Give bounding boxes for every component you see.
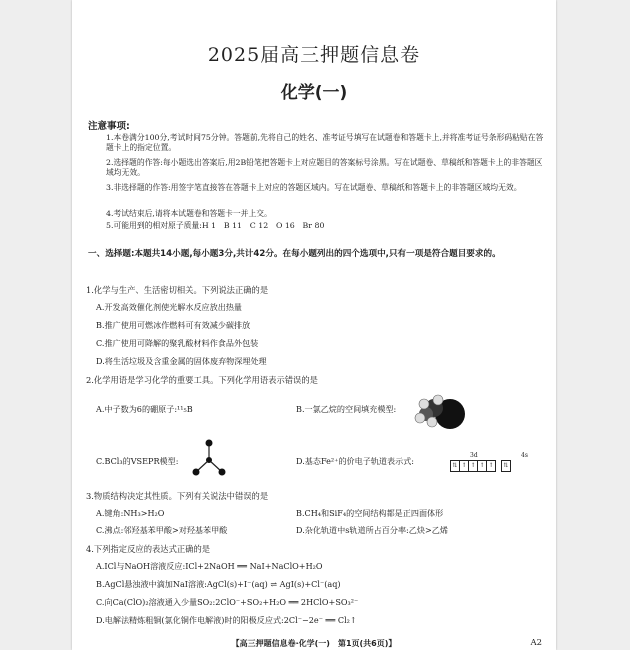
notice-item-5: 5.可能用到的相对原子质量:H 1 B 11 C 12 O 16 Br 80 — [106, 221, 325, 230]
page-id-label: A2 — [530, 638, 542, 648]
orbital-diagram — [450, 452, 540, 474]
question-4-option-a: A.ICl与NaOH溶液反应:ICl+2NaOH ══ NaI+NaClO+H₂O — [96, 561, 323, 571]
question-1-option-a: A.开发高效催化剂使光解水反应放出热量 — [96, 302, 243, 312]
notice-item-3: 3.非选择题的作答:用签字笔直接答在答题卡上对应的答题区域内。写在试题卷、草稿纸和答题卡上的非答题区域均无效。 — [106, 183, 522, 192]
exam-page — [72, 0, 556, 650]
chloroethane-model-figure — [412, 392, 474, 434]
bcl3-vsepr-figure — [192, 438, 226, 478]
orbital-cell-3d: ⇅ — [450, 460, 460, 472]
question-2-option-c: C.BCl₃的VSEPR模型: — [96, 456, 179, 466]
notice-item-2: 2.选择题的作答:每小题选出答案后,用2B铅笔把答题卡上对应题目的答案标号涂黑。写在试题卷、草稿纸和答题卡上的非答题区域均无效。 — [106, 158, 543, 177]
page-subtitle: 化学(一) — [280, 83, 348, 103]
orbital-label-4s: 4s — [521, 452, 528, 459]
question-1-option-c: C.推广使用可降解的聚乳酸材料作食品外包装 — [96, 338, 259, 348]
hydrogen-atom-ball — [415, 413, 425, 423]
orbital-cell-3d: ↑ — [486, 460, 496, 472]
orbital-cell-3d: ↑ — [459, 460, 469, 472]
orbital-label-3d: 3d — [470, 452, 478, 459]
question-1-option-b: B.推广使用可燃冰作燃料可有效减少碳排放 — [96, 320, 251, 330]
question-1-stem: 1.化学与生产、生活密切相关。下列说法正确的是 — [86, 285, 269, 295]
question-2-option-b: B.一氯乙烷的空间填充模型: — [296, 404, 397, 414]
section-heading: 一、选择题:本题共14小题,每小题3分,共计42分。在每小题列出的四个选项中,只有一项是符合题目要求的。 — [88, 249, 501, 259]
page-title: 2025届高三押题信息卷 — [207, 44, 421, 66]
orbital-cell-3d: ↑ — [477, 460, 487, 472]
page-footer — [72, 638, 556, 649]
question-3-stem: 3.物质结构决定其性质。下列有关说法中错误的是 — [86, 491, 269, 501]
hydrogen-atom-ball — [433, 395, 443, 405]
orbital-cell-4s: ⇅ — [501, 460, 511, 472]
question-4-stem: 4.下列指定反应的表达式正确的是 — [86, 544, 211, 554]
question-2-stem: 2.化学用语是学习化学的重要工具。下列化学用语表示错误的是 — [86, 375, 318, 385]
question-4-option-d: D.电解法精炼粗铜(氯化铜作电解液)时的阳极反应式:2Cl⁻−2e⁻ ══ Cl₂↑ — [96, 615, 357, 625]
question-3-option-c: C.沸点:邻羟基苯甲酸>对羟基苯甲酸 — [96, 525, 228, 535]
question-3-option-a: A.键角:NH₃>H₂O — [96, 508, 165, 518]
question-3-option-b: B.CH₄和SiF₄的空间结构都是正四面体形 — [296, 508, 444, 518]
notice-heading: 注意事项: — [88, 121, 130, 132]
chlorine-atom — [206, 440, 213, 447]
footer-text: 【高三押题信息卷·化学(一) 第1页(共6页)】 — [231, 639, 397, 648]
orbital-cell-3d: ↑ — [468, 460, 478, 472]
question-4-option-c: C.向Ca(ClO)₂溶液通入少量SO₂:2ClO⁻+SO₂+H₂O ══ 2HClO+SO₃²⁻ — [96, 597, 359, 607]
notice-item-1: 1.本卷满分100分,考试时间75分钟。答题前,先将自己的姓名、准考证号填写在试题卷和答题卡上,并将准考证号条形码粘贴在答题卡上的指定位置。 — [106, 133, 544, 152]
question-1-option-d: D.将生活垃圾及含重金属的固体废弃物深埋处理 — [96, 356, 267, 366]
boron-atom — [206, 457, 212, 463]
question-4-option-b: B.AgCl悬浊液中滴加NaI溶液:AgCl(s)+I⁻(aq) ⇌ AgI(s)+Cl⁻(aq) — [96, 579, 341, 589]
question-3-option-d: D.杂化轨道中s轨道所占百分率:乙炔>乙烯 — [296, 525, 448, 535]
hydrogen-atom-ball — [419, 399, 429, 409]
hydrogen-atom-ball — [427, 417, 437, 427]
chlorine-atom — [193, 469, 200, 476]
chlorine-atom — [219, 469, 226, 476]
notice-item-4: 4.考试结束后,请将本试题卷和答题卡一并上交。 — [106, 209, 272, 218]
question-2-option-d: D.基态Fe²⁺的价电子轨道表示式: — [296, 456, 415, 466]
question-2-option-a: A.中子数为6的硼原子:¹¹₅B — [96, 404, 193, 414]
